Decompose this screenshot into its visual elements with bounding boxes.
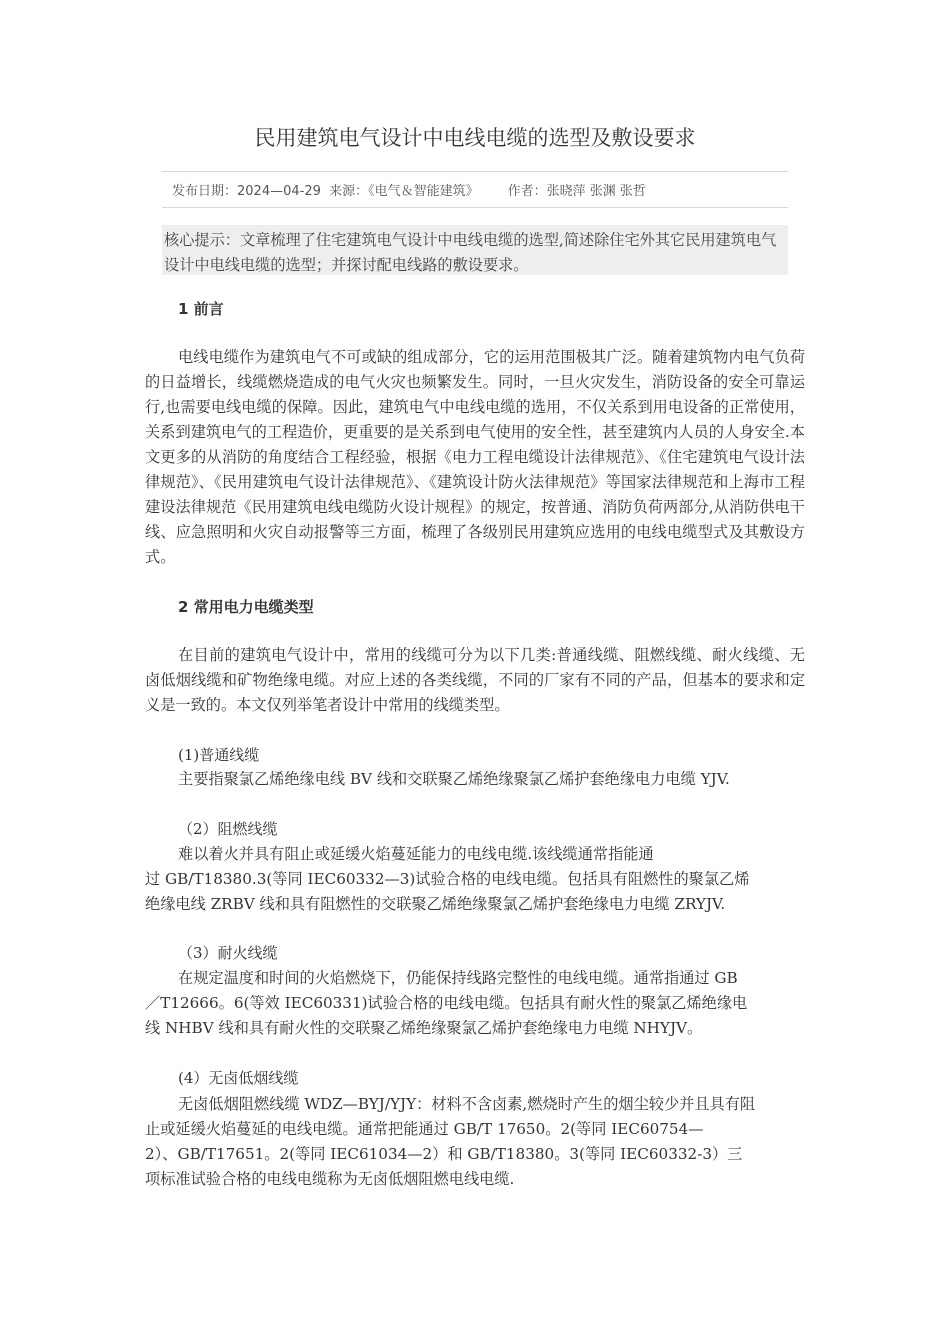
subsection-title-3: （3）耐火线缆 bbox=[178, 944, 278, 962]
section-heading-2: 2 常用电力电缆类型 bbox=[178, 598, 314, 616]
meta-divider bbox=[162, 207, 788, 208]
article-title: 民用建筑电气设计中电线电缆的选型及敷设要求 bbox=[254, 126, 696, 150]
section-1-paragraph: 电线电缆作为建筑电气不可或缺的组成部分，它的运用范围极其广泛。随着建筑物内电气负荷的日益增长，线缆燃烧造成的电气火灾也频繁发生。同时，一旦火灾发生，消防设备的安全可靠运行,也需要电线电缆的保障。因此，建筑电气中电线电缆的选用，不仅关系到用电设备的正常使用，关系到建筑电气的工程造价，更重要的是关系到电气使用的安全性，甚至建筑内人员的人身安全.本文更多的从消防的角度结合工程经验，根据《电力工程电缆设计法律规范》、《住宅建筑电气设计法律规范》、《民用建筑电气设计法律规范》、《建筑设计防火法律规范》等国家法律规范和上海市工程建设法律规范《民用建筑电线电缆防火设计规程》的规定，按普通、消防负荷两部分,从消防供电干线、应急照明和火灾自动报警等三方面，梳理了各级别民用建筑应选用的电线电缆型式及其敷设方式。 bbox=[145, 348, 805, 566]
section-2-paragraph: 在目前的建筑电气设计中，常用的线缆可分为以下几类:普通线缆、阻燃线缆、耐火线缆、无卤低烟线缆和矿物绝缘电缆。对应上述的各类线缆，不同的厂家有不同的产品，但基本的要求和定义是一致的。本文仅列举笔者设计中常用的线缆类型。 bbox=[145, 646, 805, 714]
subsection-2-line-1: 难以着火并具有阻止或延缓火焰蔓延能力的电线电缆.该线缆通常指能通 bbox=[178, 845, 654, 863]
subsection-4-line-1: 无卤低烟阻燃线缆 WDZ—BYJ/YJY：材料不含卤素,燃烧时产生的烟尘较少并且具有阻 bbox=[178, 1095, 756, 1113]
subsection-3-line-1: 在规定温度和时间的火焰燃烧下，仍能保持线路完整性的电线电缆。通常指通过 GB bbox=[178, 969, 738, 987]
section-heading-1: 1 前言 bbox=[178, 300, 224, 318]
subsection-3-line-3: 线 NHBV 线和具有耐火性的交联聚乙烯绝缘聚氯乙烯护套绝缘电力电缆 NHYJV。 bbox=[145, 1019, 703, 1037]
subsection-2-line-2: 过 GB/T18380.3(等同 IEC60332—3)试验合格的电线电缆。包括具有阻燃性的聚氯乙烯 bbox=[145, 870, 750, 888]
subsection-2-line-3: 绝缘电线 ZRBV 线和具有阻燃性的交联聚乙烯绝缘聚氯乙烯护套绝缘电力电缆 ZRYJV. bbox=[145, 895, 726, 913]
article-meta bbox=[172, 180, 646, 199]
meta-date: 2024—04-29 bbox=[237, 184, 321, 199]
subsection-3-line-2: ／T12666。6(等效 IEC60331)试验合格的电线电缆。包括具有耐火性的聚氯乙烯绝缘电 bbox=[145, 994, 748, 1012]
subsection-title-1: (1)普通线缆 bbox=[178, 746, 260, 764]
summary-box: 核心提示：文章梳理了住宅建筑电气设计中电线电缆的选型,简述除住宅外其它民用建筑电气设计中电线电缆的选型；并探讨配电线路的敷设要求。 bbox=[162, 225, 788, 275]
subsection-title-2: （2）阻燃线缆 bbox=[178, 820, 278, 838]
meta-date-label: 发布日期： bbox=[172, 184, 238, 199]
subsection-4-line-2: 止或延缓火焰蔓延的电线电缆。通常把能通过 GB/T 17650。2(等同 IEC60754— bbox=[145, 1120, 704, 1138]
subsection-1-text: 主要指聚氯乙烯绝缘电线 BV 线和交联聚乙烯绝缘聚氯乙烯护套绝缘电力电缆 YJV. bbox=[178, 770, 730, 788]
subsection-title-4: (4）无卤低烟线缆 bbox=[178, 1069, 299, 1087]
meta-author: 作者：张晓萍 张渊 张哲 bbox=[507, 184, 646, 199]
title-divider bbox=[162, 171, 788, 172]
subsection-4-line-3: 2）、GB/T17651。2(等同 IEC61034—2）和 GB/T18380。3(等同 IEC60332-3）三 bbox=[145, 1145, 743, 1163]
meta-source: 来源：《电气＆智能建筑》 bbox=[329, 184, 479, 199]
subsection-4-line-4: 项标准试验合格的电线电缆称为无卤低烟阻燃电线电缆. bbox=[145, 1170, 515, 1188]
